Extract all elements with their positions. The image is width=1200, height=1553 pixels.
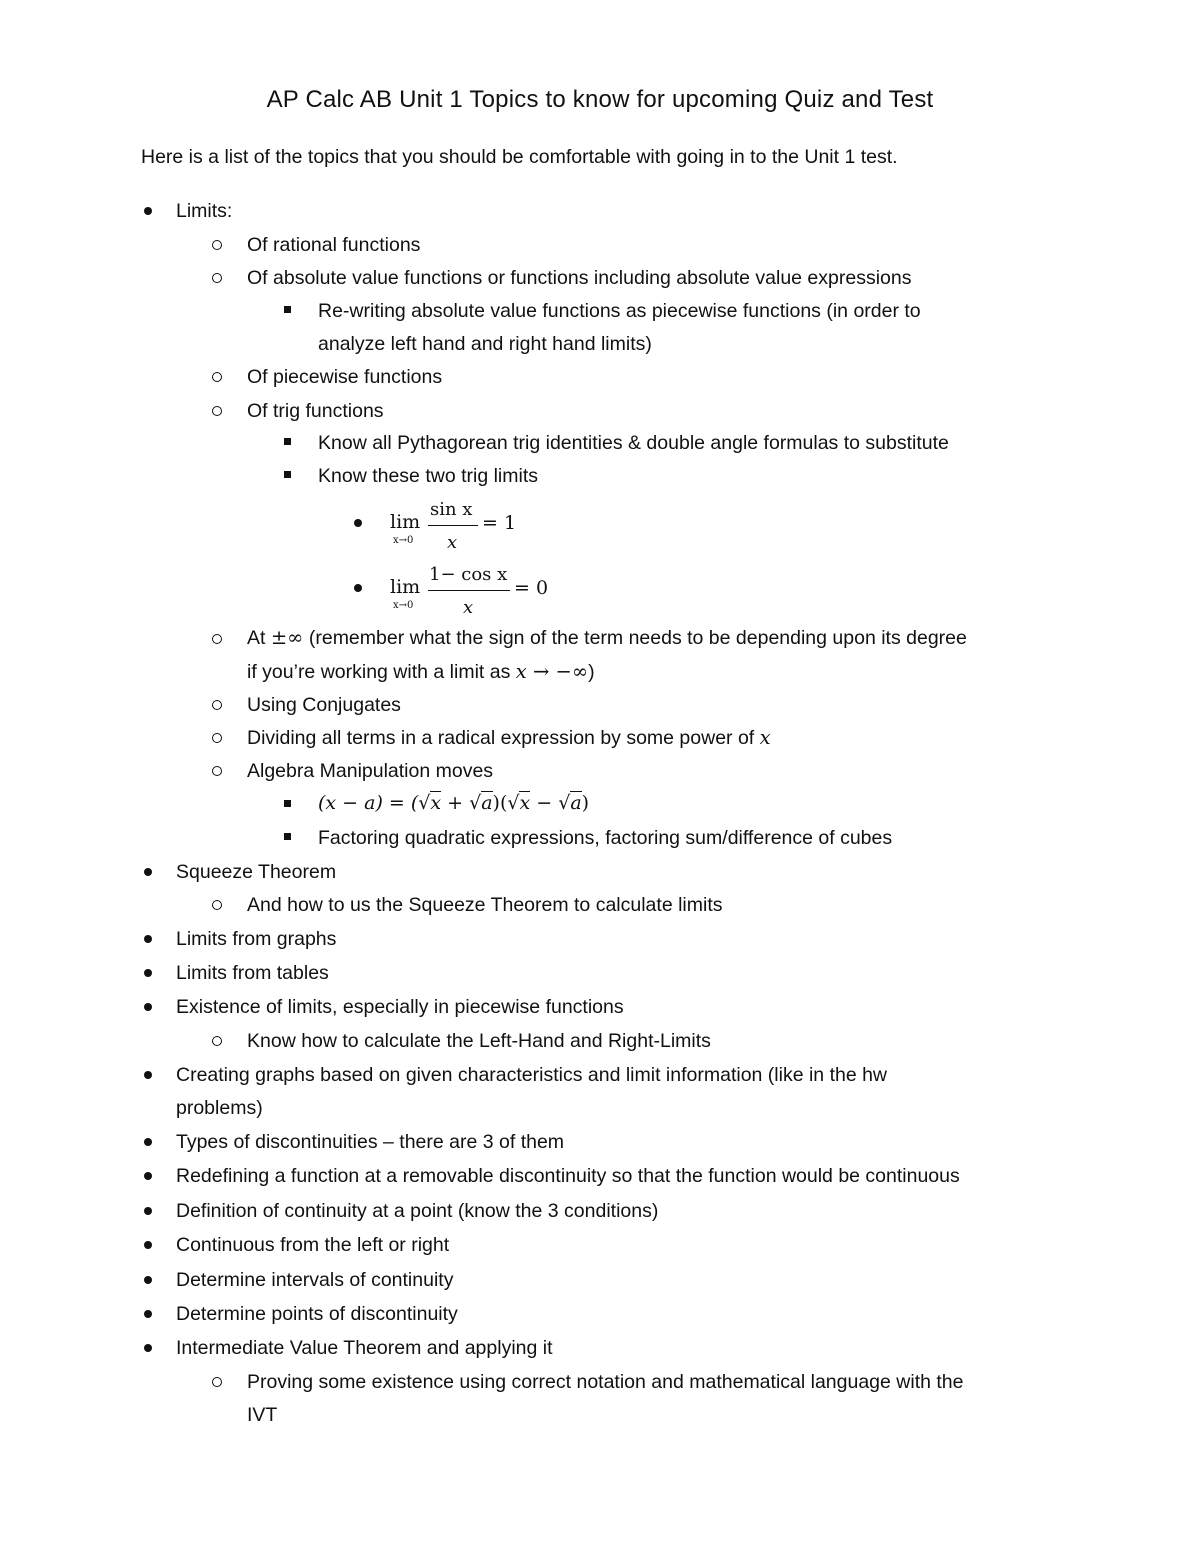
item-rational: Of rational functions [247,234,421,256]
bullet-square [284,800,291,807]
lim-subscript: x→0 [393,535,414,546]
item-pythag: Know all Pythagorean trig identities & double angle formulas to substitute [318,432,949,454]
bullet-disc [144,969,152,977]
item-creating-line2: problems) [176,1097,263,1119]
formula-difference-of-roots [318,792,589,814]
item-squeeze-sub: And how to us the Squeeze Theorem to calculate limits [247,894,723,916]
paren-end: ) [581,792,590,814]
item-infinity-line2 [247,660,595,684]
item-continuous-lr: Continuous from the left or right [176,1234,450,1256]
sqrt-a: a [481,792,493,814]
intro-text: Here is a list of the topics that you should be comfortable with going in to the Unit 1 test. [141,146,898,168]
lim-subscript: x→0 [393,600,414,611]
plus-minus-infinity: ±∞ [270,626,304,649]
infinity-rest: (remember what the sign of the term needs to be depending upon its degree [303,627,967,649]
item-intervals: Determine intervals of continuity [176,1269,454,1291]
bullet-disc [354,584,362,592]
bullet-square [284,438,291,445]
bullet-circle [212,273,222,283]
page-title: AP Calc AB Unit 1 Topics to know for upcoming Quiz and Test [266,86,934,113]
bullet-disc [144,1003,152,1011]
sqrt-sign: √ [558,792,571,814]
lim-word: lim [390,576,421,598]
bullet-disc [144,868,152,876]
bullet-circle [212,733,222,743]
infinity-line2-prefix: if you’re working with a limit as [247,661,516,683]
x-to-neg-infinity: x → −∞ [515,660,589,683]
bullet-circle [212,700,222,710]
item-piecewise: Of piecewise functions [247,366,443,388]
bullet-disc [144,1172,152,1180]
bullet-circle [212,634,222,644]
item-tables: Limits from tables [176,962,329,984]
bullet-circle [212,406,222,416]
bullet-disc [144,1138,152,1146]
item-conjugates: Using Conjugates [247,694,401,716]
bullet-disc [144,1344,152,1352]
item-definition: Definition of continuity at a point (know the 3 conditions) [176,1200,659,1222]
equals-value: = 1 [482,512,517,534]
bullet-disc [144,1207,152,1215]
bullet-circle [212,900,222,910]
item-algebra: Algebra Manipulation moves [247,760,494,782]
item-absolute: Of absolute value functions or functions including absolute value expressions [247,267,912,289]
sqrt-sign: √ [418,792,431,814]
item-graphs: Limits from graphs [176,928,337,950]
item-redefining: Redefining a function at a removable discontinuity so that the function would be continuous [176,1165,960,1187]
bullet-disc [354,519,362,527]
item-dividing [247,726,771,750]
fraction-denominator: x [463,597,474,618]
item-proving-line2: IVT [247,1404,278,1426]
bullet-disc [144,207,152,215]
factor-lhs: (x − a) = ( [318,792,419,814]
item-infinity [247,626,967,650]
bullet-disc [144,935,152,943]
equals-value: = 0 [514,577,549,599]
item-limits: Limits: [176,200,233,222]
infinity-line2-suffix: ) [588,661,595,683]
bullet-square [284,833,291,840]
sqrt-a: a [570,792,582,814]
bullet-circle [212,1036,222,1046]
infinity-prefix: At [247,627,271,649]
fraction-bar [428,590,510,591]
paren-mid: )( [492,792,508,814]
fraction-bar [428,525,478,526]
bullet-disc [144,1276,152,1284]
item-factoring: Factoring quadratic expressions, factoring sum/difference of cubes [318,827,893,849]
item-existence: Existence of limits, especially in piecewise functions [176,996,624,1018]
bullet-disc [144,1310,152,1318]
item-rewrite-line2: analyze left hand and right hand limits) [318,333,652,355]
item-two-limits: Know these two trig limits [318,465,538,487]
item-creating-line1: Creating graphs based on given characteristics and limit information (like in the hw [176,1064,888,1086]
sqrt-sign: √ [507,792,520,814]
sqrt-x: x [430,792,442,814]
dividing-text: Dividing all terms in a radical expression by some power of [247,727,760,749]
bullet-circle [212,766,222,776]
bullet-circle [212,372,222,382]
bullet-square [284,471,291,478]
item-left-right: Know how to calculate the Left-Hand and Right-Limits [247,1030,711,1052]
bullet-disc [144,1241,152,1249]
bullet-disc [144,1071,152,1079]
plus-sign: + [441,792,470,814]
fraction-numerator: 1− cos x [429,564,508,585]
item-points: Determine points of discontinuity [176,1303,458,1325]
item-trig: Of trig functions [247,400,384,422]
dividing-variable: x [759,726,771,749]
bullet-circle [212,240,222,250]
minus-sign: − [530,792,559,814]
item-squeeze: Squeeze Theorem [176,861,337,883]
lim-word: lim [390,511,421,533]
sqrt-sign: √ [469,792,482,814]
item-proving-line1: Proving some existence using correct notation and mathematical language with the [247,1371,964,1393]
bullet-circle [212,1377,222,1387]
fraction-denominator: x [447,532,458,553]
fraction-numerator: sin x [430,499,473,520]
item-ivt: Intermediate Value Theorem and applying it [176,1337,553,1359]
item-types: Types of discontinuities – there are 3 of them [176,1131,565,1153]
item-rewrite-line1: Re-writing absolute value functions as piecewise functions (in order to [318,300,921,322]
sqrt-x: x [519,792,531,814]
bullet-square [284,306,291,313]
